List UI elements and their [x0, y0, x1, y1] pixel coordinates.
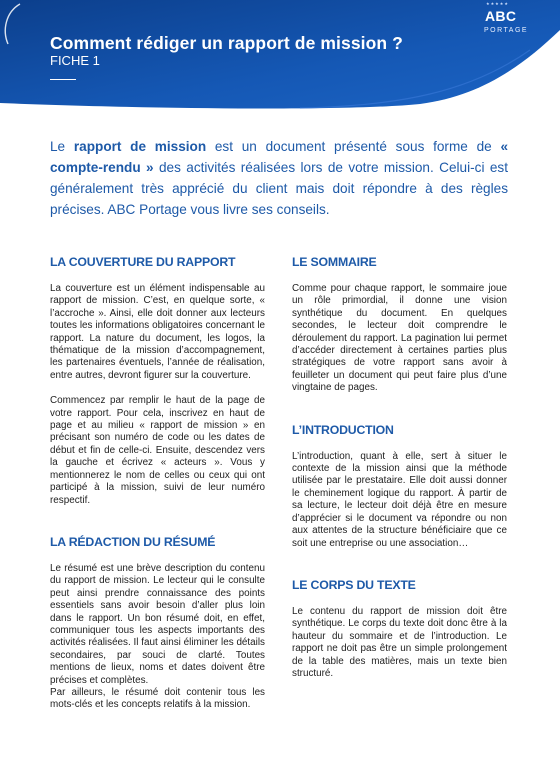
- section-paragraph: Par ailleurs, le résumé doit contenir tous les mots-clés et les concepts relatifs à la mission.: [50, 686, 265, 711]
- section-paragraph: Le contenu du rapport de mission doit être synthétique. Le corps du texte doit donc être à la hauteur du sommaire et de l’introduction. Le rapport ne doit pas être un simple prolongement de la table des matières, mais un texte bien structuré.: [292, 605, 507, 679]
- section-heading-sommaire: LE SOMMAIRE: [292, 255, 377, 269]
- section-paragraph: L’introduction, quant à elle, sert à situer le contexte de la mission ainsi que la méthode utilisée par le prestataire. Elle doit aussi donner le cheminement logique du rapport. À partir de sa lecture, le lecteur doit déjà être en mesure d’apprécier si le document va répondre ou non aux attentes de la structure bénéficiaire que ce soit une entreprise ou une association…: [292, 450, 507, 549]
- logo-stars-icon: ★★★★★: [486, 1, 509, 6]
- logo-subtext: PORTAGE: [484, 27, 529, 34]
- section-heading-corps: LE CORPS DU TEXTE: [292, 577, 416, 592]
- section-paragraph: Commencez par remplir le haut de la page de votre rapport. Pour cela, inscrivez en haut de page et au milieu « rapport de mission » en précisant son numéro de code ou les dates de début et fin de celle-ci. Ensuite, descendez vers la gauche et écrivez « acteurs ». Vous y mentionnerez le nom de celles ou ceux qui ont participé à la mission, suivi de leur numéro respectif.: [50, 395, 265, 506]
- intro-bold-term: « compte-rendu »: [50, 139, 508, 175]
- section-paragraph: Comme pour chaque rapport, le sommaire joue un rôle primordial, il donne une vision synthétique du document. En quelques secondes, le lecteur doit comprendre le déroulement du rapport. La pagination lui permet d’accéder directement à certaines parties plus stratégiques de votre rapport sans avoir à feuilleter un document qui peut faire plus d’une vingtaine de pages.: [292, 283, 507, 394]
- section-heading-introduction: L’INTRODUCTION: [292, 422, 394, 437]
- intro-bold-term: rapport de mission: [73, 139, 207, 154]
- section-heading-couverture: LA COUVERTURE DU RAPPORT: [50, 255, 236, 269]
- logo-text: ABC: [485, 8, 517, 24]
- intro-paragraph: [50, 136, 508, 220]
- header-banner: [0, 0, 560, 112]
- section-heading-resume: LA RÉDACTION DU RÉSUMÉ: [50, 534, 216, 549]
- section-paragraph: La couverture est un élément indispensable au rapport de mission. C’est, en quelque sorte, « l’accroche ». Ainsi, elle doit donner aux lecteurs toutes les informations obligatoires concernant le rapport. La nature du document, les logos, la thématique de la mission d’accompagnement, les partenaires éventuels, l’année de réalisation, entre autres, devront figurer sur la couverture.: [50, 283, 265, 381]
- intro-text: Le: [50, 139, 74, 154]
- page-subtitle: FICHE 1: [50, 53, 100, 68]
- title-underline: [50, 79, 76, 80]
- intro-text: est un document présenté sous forme de: [206, 139, 501, 154]
- left-column: [50, 255, 265, 712]
- right-column: [292, 255, 507, 680]
- intro-text: des activités réalisées lors de votre mission. Celui-ci est généralement très apprécié du client mais doit répondre à des règles précises. ABC Portage vous livre ses conseils.: [50, 160, 508, 217]
- page-title: Comment rédiger un rapport de mission ?: [50, 33, 403, 53]
- section-paragraph: Le résumé est une brève description du contenu du rapport de mission. Le lecteur qui le consulte peut ainsi prendre connaissance des points essentiels sans avoir besoin d’aller plus loin dans le rapport. Un bon résumé doit, en effet, communiquer tous les aspects importants des activités réalisées. Il faut ainsi éliminer les détails secondaires, par souci de clarté. Toutes mentions de lieux, noms et dates doivent être précises et complètes.: [50, 562, 265, 686]
- abc-portage-logo-icon: [0, 0, 76, 48]
